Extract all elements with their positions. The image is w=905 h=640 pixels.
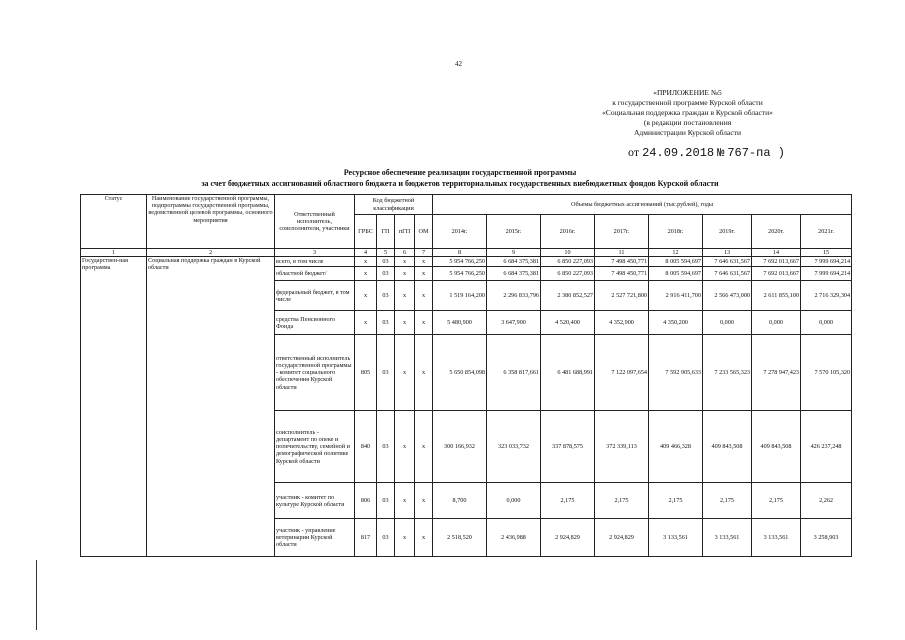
code-cell: x (395, 519, 415, 557)
code-cell: x (395, 483, 415, 519)
code-cell: x (395, 257, 415, 267)
value-cell: 2 566 473,000 (703, 281, 752, 311)
value-cell: 4 352,900 (595, 311, 649, 335)
value-cell: 3 133,561 (703, 519, 752, 557)
decree-number-label: № (717, 146, 725, 160)
appendix-line: Администрации Курской области (634, 128, 741, 137)
executor-cell: федеральный бюджет, в том числе (275, 281, 355, 311)
value-cell: 3 258,903 (801, 519, 852, 557)
header-executor: Ответственный исполнитель, соисполнители, участники (275, 195, 355, 249)
code-cell: x (415, 519, 433, 557)
value-cell: 8 005 594,697 (649, 257, 703, 267)
value-cell: 6 684 375,381 (487, 257, 541, 267)
code-cell: 840 (355, 411, 377, 483)
value-cell: 6 481 688,991 (541, 335, 595, 411)
header-year: 2019г. (703, 215, 752, 249)
column-number: 3 (275, 249, 355, 257)
value-cell: 2 436,988 (487, 519, 541, 557)
decree-number: 767-па ) (727, 146, 785, 160)
header-code: ГП (377, 215, 395, 249)
code-cell: x (395, 281, 415, 311)
value-cell: 7 646 631,567 (703, 267, 752, 281)
column-number: 2 (147, 249, 275, 257)
value-cell: 0,000 (487, 483, 541, 519)
table-row (81, 257, 852, 267)
header-code: пГП (395, 215, 415, 249)
value-cell: 5 954 766,250 (433, 257, 487, 267)
value-cell: 2,175 (752, 483, 801, 519)
code-cell: 03 (377, 257, 395, 267)
value-cell: 3 647,900 (487, 311, 541, 335)
header-year: 2014г. (433, 215, 487, 249)
code-cell: 03 (377, 483, 395, 519)
value-cell: 2 611 855,100 (752, 281, 801, 311)
decree-date-line (628, 145, 785, 160)
value-cell: 2,175 (703, 483, 752, 519)
value-cell: 7 999 694,214 (801, 257, 852, 267)
executor-cell: областной бюджет/ (275, 267, 355, 281)
code-cell: 03 (377, 519, 395, 557)
code-cell: x (415, 483, 433, 519)
code-cell: x (355, 267, 377, 281)
value-cell: 6 684 375,381 (487, 267, 541, 281)
executor-cell: ответственный исполнитель государственной программы - комитет социального обеспечения Курской области (275, 335, 355, 411)
value-cell: 2 924,829 (595, 519, 649, 557)
code-cell: x (355, 257, 377, 267)
value-cell: 323 033,732 (487, 411, 541, 483)
column-number: 4 (355, 249, 377, 257)
title-line-1: Ресурсное обеспечение реализации государственной программы (343, 168, 577, 177)
executor-cell: всего, в том числе (275, 257, 355, 267)
value-cell: 372 339,113 (595, 411, 649, 483)
column-number: 5 (377, 249, 395, 257)
value-cell: 8,700 (433, 483, 487, 519)
code-cell: x (415, 311, 433, 335)
column-number: 12 (649, 249, 703, 257)
appendix-line: (в редакции постановления (643, 118, 732, 127)
value-cell: 2 296 833,796 (487, 281, 541, 311)
header-name: Наименование государственной программы, подпрограммы государственной программы, ведомственной целевой программы, основного мероприятия (147, 195, 275, 249)
value-cell: 7 122 097,654 (595, 335, 649, 411)
document-title (110, 167, 810, 189)
value-cell: 3 133,561 (649, 519, 703, 557)
value-cell: 5 480,900 (433, 311, 487, 335)
executor-cell: средства Пенсионного Фонда (275, 311, 355, 335)
value-cell: 7 999 694,214 (801, 267, 852, 281)
value-cell: 3 133,561 (752, 519, 801, 557)
code-cell: x (395, 335, 415, 411)
code-cell: x (395, 267, 415, 281)
value-cell: 2 518,520 (433, 519, 487, 557)
value-cell: 7 692 013,667 (752, 257, 801, 267)
value-cell: 2 527 721,800 (595, 281, 649, 311)
column-number: 15 (801, 249, 852, 257)
code-cell: 03 (377, 411, 395, 483)
header-year: 2020г. (752, 215, 801, 249)
date-prefix: от (628, 145, 640, 159)
code-cell: x (415, 281, 433, 311)
value-cell: 2 380 852,527 (541, 281, 595, 311)
value-cell: 4 350,200 (649, 311, 703, 335)
value-cell: 409 843,508 (752, 411, 801, 483)
appendix-line: к государственной программе Курской области (612, 98, 763, 107)
column-number: 13 (703, 249, 752, 257)
code-cell: x (355, 311, 377, 335)
value-cell: 4 520,400 (541, 311, 595, 335)
code-cell: x (415, 411, 433, 483)
appendix-line: «ПРИЛОЖЕНИЕ №5 (653, 88, 722, 97)
value-cell: 2,175 (595, 483, 649, 519)
value-cell: 7 233 565,323 (703, 335, 752, 411)
value-cell: 8 005 594,697 (649, 267, 703, 281)
value-cell: 7 278 947,423 (752, 335, 801, 411)
value-cell: 5 650 854,098 (433, 335, 487, 411)
header-code: ГРБС (355, 215, 377, 249)
value-cell: 5 954 766,250 (433, 267, 487, 281)
program-name-cell: Социальная поддержка граждан в Курской области (147, 257, 275, 557)
value-cell: 2,175 (649, 483, 703, 519)
header-code: ОМ (415, 215, 433, 249)
executor-cell: соисполнитель - департамент по опеке и попечительству, семейной и демографической политике Курской области (275, 411, 355, 483)
code-cell: 03 (377, 311, 395, 335)
column-number: 7 (415, 249, 433, 257)
value-cell: 7 692 013,667 (752, 267, 801, 281)
value-cell: 2 716 329,304 (801, 281, 852, 311)
column-number: 10 (541, 249, 595, 257)
title-line-2: за счет бюджетных ассигнований областного бюджета и бюджетов территориальных государственных внебюджетных фондов Курской области (201, 179, 719, 188)
value-cell: 1 519 164,200 (433, 281, 487, 311)
value-cell: 300 166,932 (433, 411, 487, 483)
column-number: 1 (81, 249, 147, 257)
code-cell: x (415, 257, 433, 267)
status-cell: Государствен-ная программа (81, 257, 147, 557)
column-number: 14 (752, 249, 801, 257)
value-cell: 2,175 (541, 483, 595, 519)
code-cell: x (395, 411, 415, 483)
value-cell: 7 570 105,320 (801, 335, 852, 411)
header-status: Статус (81, 195, 147, 249)
resource-table (80, 194, 852, 557)
value-cell: 6 850 227,093 (541, 257, 595, 267)
page-number: 42 (455, 60, 462, 68)
value-cell: 2 916 411,700 (649, 281, 703, 311)
value-cell: 409 843,508 (703, 411, 752, 483)
code-cell: x (355, 281, 377, 311)
header-volume-group: Объемы бюджетных ассигнований (тыс.рублей), годы (433, 195, 852, 215)
header-year: 2021г. (801, 215, 852, 249)
code-cell: 03 (377, 281, 395, 311)
decree-date: 24.09.2018 (642, 146, 715, 160)
appendix-header (555, 88, 820, 138)
value-cell: 2,262 (801, 483, 852, 519)
code-cell: x (395, 311, 415, 335)
header-code-group: Код бюджетной классификации (355, 195, 433, 215)
code-cell: 806 (355, 483, 377, 519)
value-cell: 0,000 (801, 311, 852, 335)
value-cell: 426 237,248 (801, 411, 852, 483)
value-cell: 7 498 450,771 (595, 257, 649, 267)
value-cell: 2 924,829 (541, 519, 595, 557)
value-cell: 6 358 817,661 (487, 335, 541, 411)
code-cell: x (415, 267, 433, 281)
header-year: 2016г. (541, 215, 595, 249)
column-number: 6 (395, 249, 415, 257)
header-year: 2018г. (649, 215, 703, 249)
code-cell: x (415, 335, 433, 411)
executor-cell: участник - комитет по культуре Курской области (275, 483, 355, 519)
value-cell: 0,000 (752, 311, 801, 335)
header-year: 2017г. (595, 215, 649, 249)
header-year: 2015г. (487, 215, 541, 249)
code-cell: 03 (377, 267, 395, 281)
code-cell: 805 (355, 335, 377, 411)
value-cell: 7 592 905,633 (649, 335, 703, 411)
value-cell: 7 646 631,567 (703, 257, 752, 267)
value-cell: 0,000 (703, 311, 752, 335)
column-number: 8 (433, 249, 487, 257)
column-number: 9 (487, 249, 541, 257)
value-cell: 409 466,328 (649, 411, 703, 483)
value-cell: 6 850 227,093 (541, 267, 595, 281)
column-number: 11 (595, 249, 649, 257)
value-cell: 7 498 450,771 (595, 267, 649, 281)
value-cell: 337 878,575 (541, 411, 595, 483)
code-cell: 03 (377, 335, 395, 411)
executor-cell: участник - управление ветеринарии Курской области (275, 519, 355, 557)
appendix-line: «Социальная поддержка граждан в Курской области» (602, 108, 773, 117)
scan-edge-mark (36, 560, 37, 630)
code-cell: 817 (355, 519, 377, 557)
